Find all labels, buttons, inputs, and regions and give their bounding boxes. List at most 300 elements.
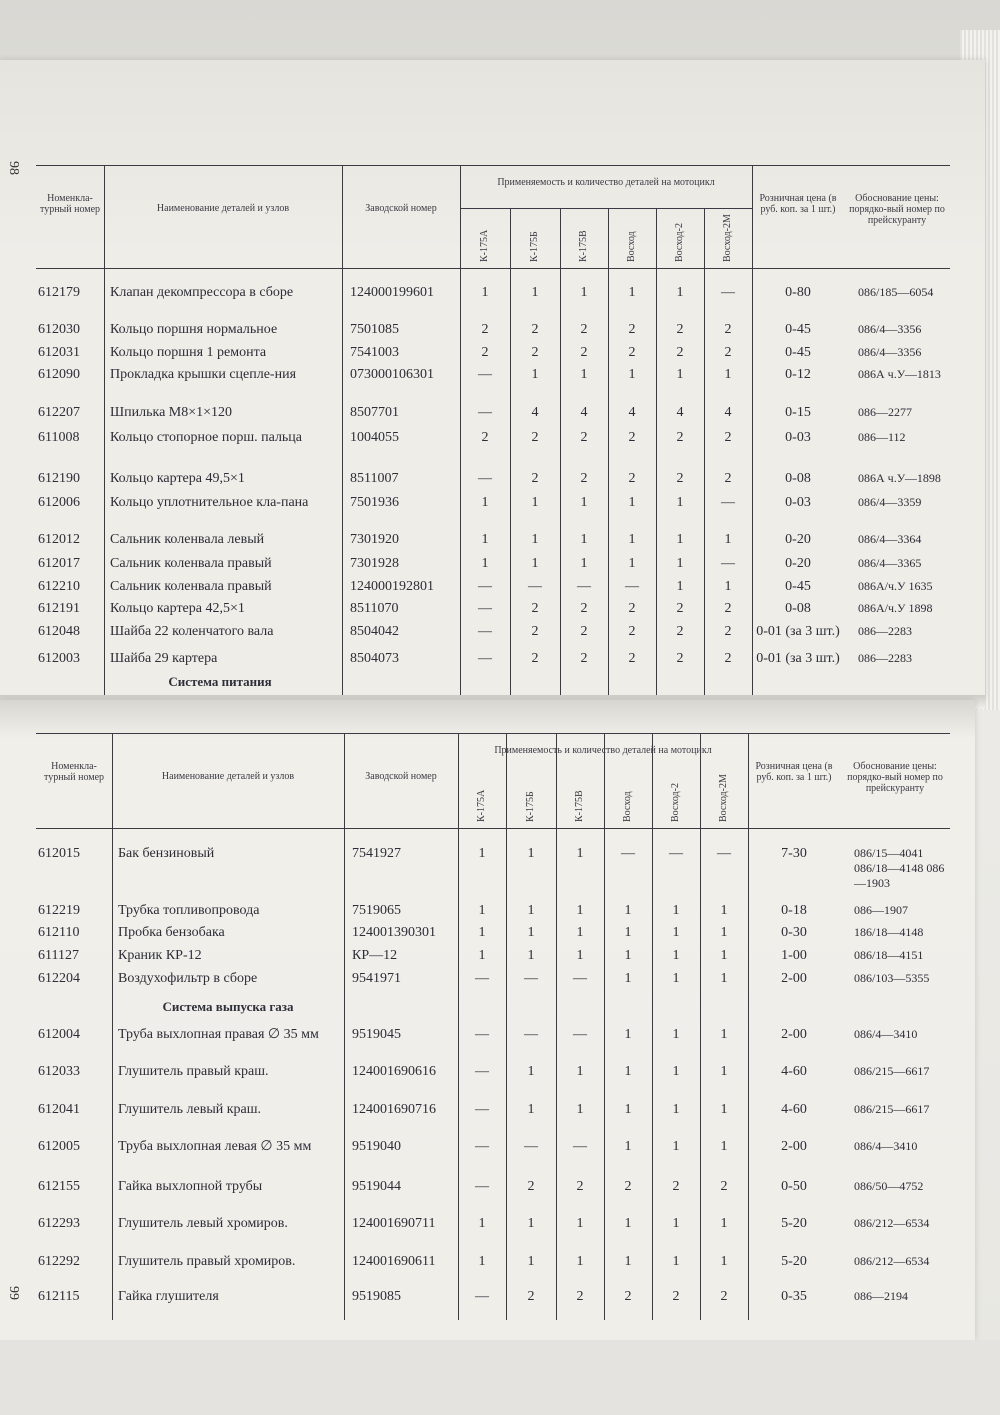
quantity-cell: 1 [576,903,584,918]
quantity-cell: 1 [676,556,684,571]
factory-number: 7541927 [352,846,401,861]
quantity-cell: 1 [720,1254,728,1269]
quantity-cell: — [669,846,683,861]
nomenclature-number: 611008 [38,430,80,445]
quantity-cell: 4 [628,405,636,420]
part-name: Шпилька М8×1×120 [110,405,233,420]
quantity-cell: 2 [628,601,636,616]
price-cell: 5-20 [781,1216,807,1231]
column-rule [342,165,343,700]
basis-cell: 086А ч.У—1898 [858,471,941,485]
quantity-cell: 1 [628,367,636,382]
quantity-cell: 1 [724,367,732,382]
section-heading: Система выпуска газа [162,999,294,1014]
quantity-cell: 2 [580,345,588,360]
quantity-cell: — [475,1139,489,1154]
quantity-cell: 2 [676,430,684,445]
nomenclature-number: 612190 [38,471,80,486]
nomenclature-number: 612207 [38,405,80,420]
quantity-cell: 1 [676,579,684,594]
header-model: Восход [626,231,637,262]
price-cell: 0-80 [785,285,811,300]
header-model: К-175В [578,230,589,262]
factory-number: 7301920 [350,532,399,547]
quantity-cell: 1 [672,971,680,986]
quantity-cell: — [717,846,731,861]
quantity-cell: — [577,579,591,594]
basis-cell: 086—2283 [858,624,912,638]
quantity-cell: 1 [720,1216,728,1231]
factory-number: 9519085 [352,1289,401,1304]
part-name: Шайба 29 картера [110,651,218,666]
part-name: Кольцо поршня 1 ремонта [110,345,267,360]
price-cell: 5-20 [781,1254,807,1269]
quantity-cell: — [478,471,492,486]
part-name: Трубка топливопровода [118,903,260,918]
bottom-page [0,700,975,1340]
quantity-cell: 1 [724,579,732,594]
quantity-cell: 1 [481,495,489,510]
basis-cell: 086/4—3410 [854,1139,918,1153]
quantity-cell: — [524,1139,538,1154]
factory-number: КР—12 [352,948,398,963]
quantity-cell: 2 [676,601,684,616]
quantity-cell: 1 [624,1139,632,1154]
quantity-cell: 1 [478,948,486,963]
quantity-cell: 1 [527,903,535,918]
part-name: Шайба 22 коленчатого вала [110,624,274,639]
nomenclature-number: 612012 [38,532,80,547]
price-cell: 0-12 [785,367,811,382]
quantity-cell: 1 [580,556,588,571]
quantity-cell: 1 [724,532,732,547]
quantity-cell: 2 [624,1289,632,1304]
header-model: К-175А [479,229,490,262]
quantity-cell: 1 [478,925,486,940]
quantity-cell: 1 [527,846,535,861]
price-cell: 4-60 [781,1064,807,1079]
quantity-cell: 1 [720,948,728,963]
nomenclature-number: 612292 [38,1254,80,1269]
quantity-cell: — [475,1064,489,1079]
quantity-cell: 1 [624,903,632,918]
quantity-cell: 1 [676,495,684,510]
basis-cell: 086—2277 [858,405,912,419]
part-name: Кольцо поршня нормальное [110,322,278,337]
header-model: Восход-2 [674,223,685,262]
quantity-cell: 2 [580,430,588,445]
quantity-cell: 1 [720,971,728,986]
price-cell: 0-18 [781,903,807,918]
part-name: Кольцо стопорное порш. пальца [110,430,303,445]
quantity-cell: 1 [527,1216,535,1231]
quantity-cell: — [528,579,542,594]
quantity-cell: 2 [531,601,539,616]
quantity-cell: 2 [531,345,539,360]
quantity-cell: 1 [576,1102,584,1117]
quantity-cell: 2 [481,345,489,360]
basis-cell: 086/215—6617 [854,1064,930,1078]
nomenclature-number: 612005 [38,1139,80,1154]
header-factory-number: Заводской номер [365,771,437,782]
part-name: Бак бензиновый [118,846,215,861]
quantity-cell: 4 [724,405,732,420]
quantity-cell: 1 [672,1254,680,1269]
basis-cell: 086/4—3365 [858,556,922,570]
quantity-cell: 1 [527,948,535,963]
quantity-cell: 2 [724,651,732,666]
nomenclature-number: 612015 [38,846,80,861]
quantity-cell: 1 [478,903,486,918]
models-rule [458,733,748,734]
part-name: Кольцо уплотнительное кла-пана [110,495,309,510]
factory-number: 124001690711 [352,1216,436,1231]
quantity-cell: 1 [672,1139,680,1154]
quantity-cell: 2 [628,430,636,445]
price-cell: 0-15 [785,405,811,420]
factory-number: 124001390301 [352,925,436,940]
price-cell: 0-45 [785,579,811,594]
basis-cell: 086/4—3410 [854,1027,918,1041]
quantity-cell: 2 [527,1179,535,1194]
price-cell: 0-03 [785,430,811,445]
nomenclature-number: 612210 [38,579,80,594]
header-nomenclature: Номенкла-турный номер [39,193,101,215]
nomenclature-number: 612030 [38,322,80,337]
part-name: Кольцо картера 49,5×1 [110,471,245,486]
column-rule [104,165,105,700]
quantity-cell: 1 [580,495,588,510]
quantity-cell: — [621,846,635,861]
factory-number: 7541003 [350,345,399,360]
quantity-cell: 2 [672,1289,680,1304]
factory-number: 8507701 [350,405,399,420]
quantity-cell: 2 [576,1179,584,1194]
factory-number: 124001690611 [352,1254,436,1269]
table-top-rule [36,165,950,166]
part-name: Глушитель правый хромиров. [118,1254,296,1269]
quantity-cell: 2 [628,322,636,337]
basis-cell: 086А ч.У—1813 [858,367,941,381]
quantity-cell: 2 [720,1179,728,1194]
nomenclature-number: 612155 [38,1179,80,1194]
part-name: Гайка выхлопной трубы [118,1179,263,1194]
factory-number: 124001690716 [352,1102,436,1117]
factory-number: 8504042 [350,624,399,639]
nomenclature-number: 612041 [38,1102,80,1117]
factory-number: 7301928 [350,556,399,571]
quantity-cell: 2 [527,1289,535,1304]
quantity-cell: — [478,601,492,616]
quantity-cell: 1 [527,1102,535,1117]
header-model: Восход-2М [722,214,733,262]
quantity-cell: 2 [531,471,539,486]
quantity-cell: 1 [580,367,588,382]
quantity-cell: — [478,624,492,639]
quantity-cell: 1 [624,925,632,940]
quantity-cell: 1 [576,1216,584,1231]
header-model: Восход-2М [718,774,729,822]
quantity-cell: — [475,1102,489,1117]
part-name: Клапан декомпрессора в сборе [110,285,294,300]
quantity-cell: 2 [531,322,539,337]
quantity-cell: 1 [720,925,728,940]
header-bottom-rule [36,828,950,829]
factory-number: 7501936 [350,495,399,510]
quantity-cell: — [573,1027,587,1042]
header-basis: Обоснование цены: порядко-вый номер по прейскуранту [849,193,945,226]
quantity-cell: 1 [478,846,486,861]
header-model: К-175В [574,790,585,822]
factory-number: 124000192801 [350,579,434,594]
nomenclature-number: 611127 [38,948,79,963]
price-cell: 0-01 (за 3 шт.) [756,651,840,666]
factory-number: 8504073 [350,651,399,666]
quantity-cell: — [721,495,735,510]
basis-cell: 086/4—3356 [858,345,922,359]
basis-cell: 186/18—4148 [854,925,924,939]
nomenclature-number: 612006 [38,495,80,510]
factory-number: 124000199601 [350,285,434,300]
basis-cell: 086—2194 [854,1289,908,1303]
factory-number: 1004055 [350,430,399,445]
quantity-cell: 2 [531,430,539,445]
basis-cell: 086—112 [858,430,906,444]
part-name: Сальник коленвала правый [110,579,272,594]
quantity-cell: — [573,1139,587,1154]
quantity-cell: 1 [672,1216,680,1231]
quantity-cell: 1 [481,532,489,547]
quantity-cell: 2 [580,322,588,337]
nomenclature-number: 612191 [38,601,80,616]
basis-cell: 086/103—5355 [854,971,930,985]
quantity-cell: 2 [676,651,684,666]
quantity-cell: 1 [576,925,584,940]
header-model: Восход [622,791,633,822]
price-cell: 0-45 [785,322,811,337]
nomenclature-number: 612033 [38,1064,80,1079]
header-basis: Обоснование цены: порядко-вый номер по прейскуранту [847,761,943,794]
header-factory-number: Заводской номер [365,203,437,214]
price-cell: 0-08 [785,471,811,486]
price-cell: 1-00 [781,948,807,963]
quantity-cell: 1 [531,556,539,571]
basis-cell: 086—1907 [854,903,908,917]
header-name: Наименование деталей и узлов [161,771,295,782]
quantity-cell: — [573,971,587,986]
factory-number: 7519065 [352,903,401,918]
quantity-cell: 1 [676,367,684,382]
quantity-cell: 2 [724,471,732,486]
header-bottom-rule [36,268,950,269]
basis-cell: 086—2283 [858,651,912,665]
price-cell: 4-60 [781,1102,807,1117]
quantity-cell: 1 [720,903,728,918]
quantity-cell: 1 [624,1102,632,1117]
header-price: Розничная цена (в руб. коп. за 1 шт.) [759,193,837,215]
quantity-cell: — [475,1179,489,1194]
basis-cell: 086А/ч.У 1635 [858,579,933,593]
column-rule [112,733,113,1320]
quantity-cell: 4 [531,405,539,420]
quantity-cell: 1 [676,532,684,547]
quantity-cell: — [475,1027,489,1042]
quantity-cell: 1 [624,1254,632,1269]
header-applicability: Применяемость и количество деталей на мотоцикл [494,745,712,756]
factory-number: 124001690616 [352,1064,436,1079]
part-name: Гайка глушителя [118,1289,219,1304]
quantity-cell: 1 [527,925,535,940]
nomenclature-number: 612031 [38,345,80,360]
quantity-cell: 1 [628,556,636,571]
quantity-cell: 1 [576,846,584,861]
quantity-cell: 2 [580,624,588,639]
quantity-cell: 4 [676,405,684,420]
price-cell: 0-20 [785,532,811,547]
basis-cell: 086/215—6617 [854,1102,930,1116]
part-name: Глушитель левый хромиров. [118,1216,288,1231]
factory-number: 9519045 [352,1027,401,1042]
quantity-cell: 2 [580,601,588,616]
quantity-cell: 1 [720,1064,728,1079]
quantity-cell: 1 [624,1216,632,1231]
factory-number: 8511007 [350,471,399,486]
factory-number: 7501085 [350,322,399,337]
part-name: Сальник коленвала левый [110,532,265,547]
nomenclature-number: 612179 [38,285,80,300]
quantity-cell: 2 [580,651,588,666]
quantity-cell: — [478,367,492,382]
price-cell: 0-35 [781,1289,807,1304]
part-name: Глушитель правый краш. [118,1064,269,1079]
quantity-cell: 2 [724,601,732,616]
price-cell: 0-30 [781,925,807,940]
part-name: Прокладка крышки сцепле-ния [110,367,297,382]
quantity-cell: 1 [527,1064,535,1079]
quantity-cell: — [524,1027,538,1042]
quantity-cell: 1 [527,1254,535,1269]
header-model: К-175Б [529,231,540,262]
quantity-cell: 1 [672,1102,680,1117]
page-number: 99 [6,1286,21,1300]
price-cell: 7-30 [781,846,807,861]
header-applicability: Применяемость и количество деталей на мотоцикл [497,177,715,188]
quantity-cell: — [625,579,639,594]
nomenclature-number: 612048 [38,624,80,639]
quantity-cell: 1 [481,556,489,571]
quantity-cell: 1 [531,285,539,300]
quantity-cell: 2 [481,322,489,337]
quantity-cell: 1 [580,285,588,300]
header-nomenclature: Номенкла-турный номер [43,761,105,783]
quantity-cell: 2 [628,471,636,486]
nomenclature-number: 612204 [38,971,80,986]
basis-cell: 086А/ч.У 1898 [858,601,933,615]
top-page [0,60,985,700]
nomenclature-number: 612017 [38,556,80,571]
price-cell: 0-20 [785,556,811,571]
part-name: Воздухофильтр в сборе [118,971,258,986]
quantity-cell: 1 [672,903,680,918]
basis-cell: 086/4—3356 [858,322,922,336]
quantity-cell: 1 [531,495,539,510]
quantity-cell: 2 [576,1289,584,1304]
quantity-cell: 1 [720,1139,728,1154]
quantity-cell: 2 [724,624,732,639]
header-model: К-175А [476,789,487,822]
quantity-cell: 1 [478,1216,486,1231]
part-name: Краник КР-12 [118,948,202,963]
header-price: Розничная цена (в руб. коп. за 1 шт.) [755,761,833,783]
quantity-cell: — [478,405,492,420]
quantity-cell: 2 [676,322,684,337]
price-cell: 0-01 (за 3 шт.) [756,624,840,639]
quantity-cell: 1 [672,948,680,963]
quantity-cell: 2 [628,624,636,639]
nomenclature-number: 612293 [38,1216,80,1231]
quantity-cell: 2 [724,322,732,337]
quantity-cell: — [721,556,735,571]
quantity-cell: 2 [720,1289,728,1304]
quantity-cell: — [478,651,492,666]
part-name: Труба выхлопная правая ∅ 35 мм [118,1027,319,1042]
quantity-cell: 2 [624,1179,632,1194]
nomenclature-number: 612219 [38,903,80,918]
quantity-cell: 2 [481,430,489,445]
price-cell: 2-00 [781,1139,807,1154]
quantity-cell: 1 [672,1064,680,1079]
quantity-cell: 1 [676,285,684,300]
price-cell: 2-00 [781,971,807,986]
quantity-cell: 2 [676,624,684,639]
nomenclature-number: 612110 [38,925,80,940]
quantity-cell: 1 [576,1254,584,1269]
basis-cell: 086/18—4151 [854,948,924,962]
nomenclature-number: 612003 [38,651,80,666]
quantity-cell: 1 [531,532,539,547]
quantity-cell: 1 [720,1027,728,1042]
price-cell: 0-50 [781,1179,807,1194]
quantity-cell: 1 [672,925,680,940]
header-model: Восход-2 [670,783,681,822]
nomenclature-number: 612090 [38,367,80,382]
quantity-cell: 2 [628,345,636,360]
part-name: Глушитель левый краш. [118,1102,262,1117]
quantity-cell: 1 [720,1102,728,1117]
quantity-cell: 1 [478,1254,486,1269]
quantity-cell: 2 [580,471,588,486]
nomenclature-number: 612004 [38,1027,80,1042]
quantity-cell: 1 [672,1027,680,1042]
quantity-cell: 2 [676,345,684,360]
quantity-cell: — [524,971,538,986]
quantity-cell: 4 [580,405,588,420]
quantity-cell: 2 [531,651,539,666]
quantity-cell: 1 [624,971,632,986]
price-cell: 0-45 [785,345,811,360]
quantity-cell: 1 [624,1064,632,1079]
factory-number: 8511070 [350,601,399,616]
quantity-cell: 2 [724,430,732,445]
basis-cell: 086/50—4752 [854,1179,924,1193]
basis-cell: 086/4—3364 [858,532,922,546]
quantity-cell: 1 [576,948,584,963]
models-rule [460,208,752,209]
factory-number: 9541971 [352,971,401,986]
factory-number: 9519040 [352,1139,401,1154]
quantity-cell: 1 [628,285,636,300]
quantity-cell: 2 [676,471,684,486]
